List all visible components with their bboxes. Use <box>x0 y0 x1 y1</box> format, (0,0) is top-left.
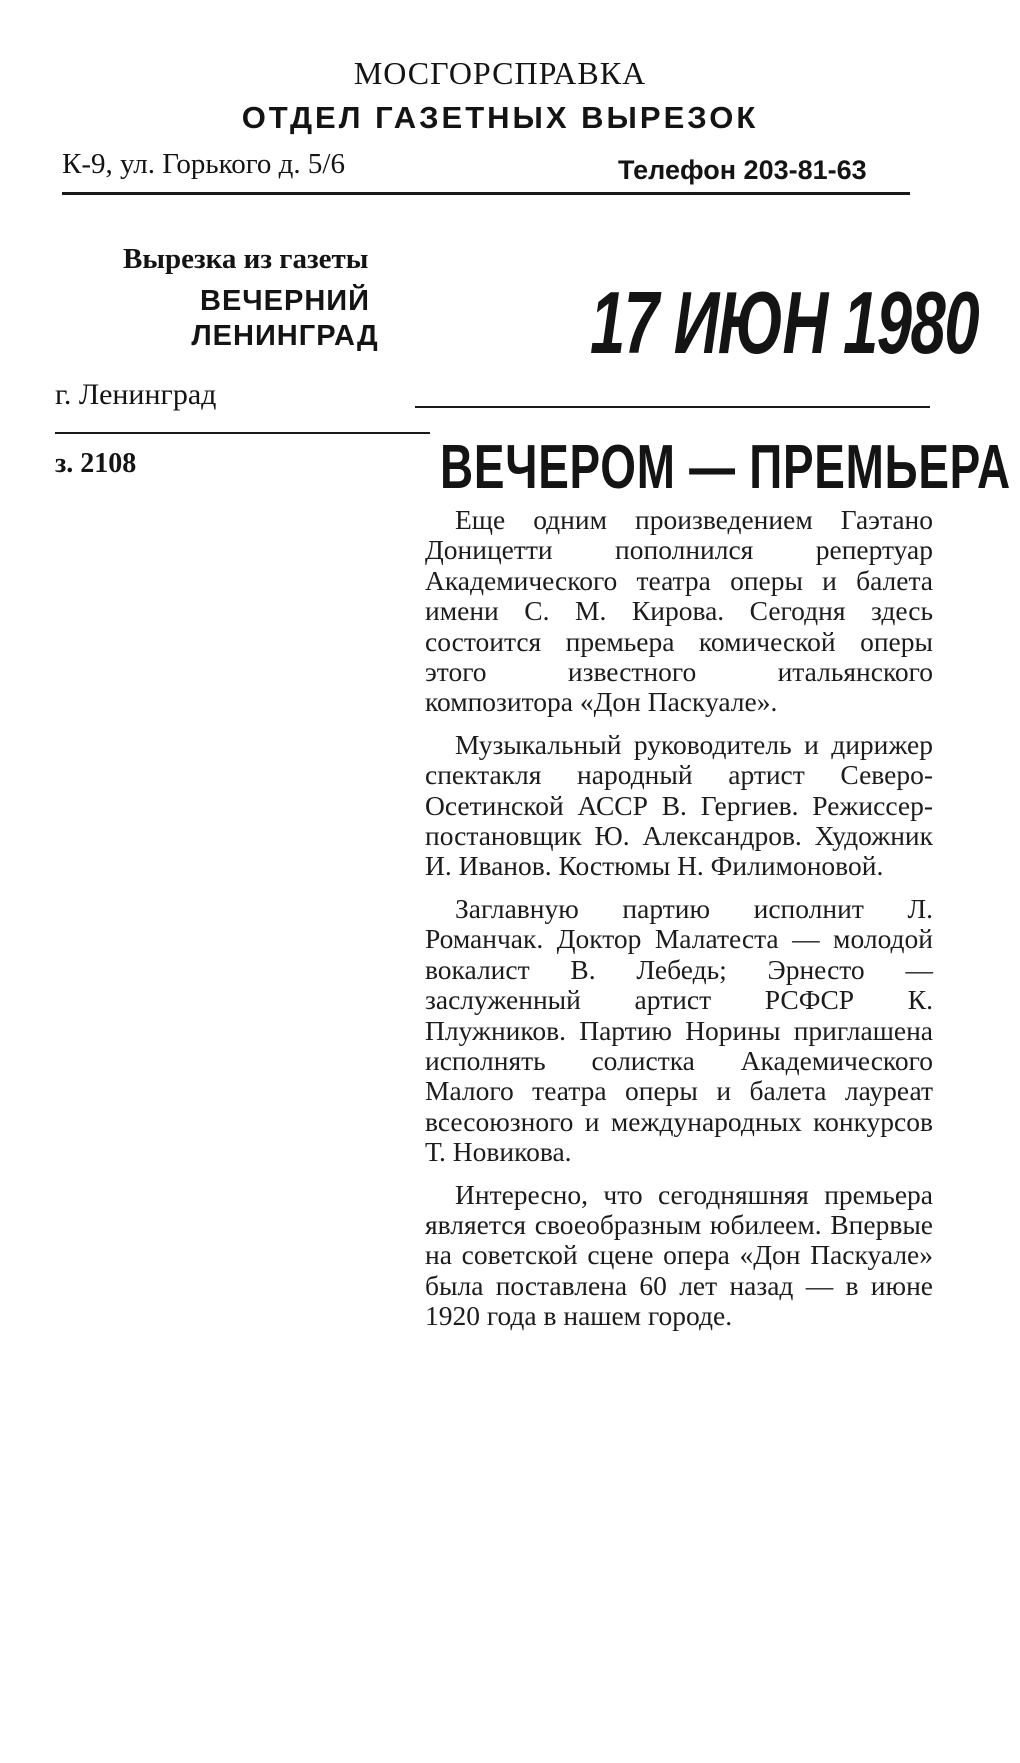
newspaper-name-line1: ВЕЧЕРНИЙ <box>200 285 370 317</box>
left-divider <box>55 432 430 434</box>
article-paragraph: Интересно, что сегодняшняя премьера является своеобразным юбилеем. Впервые на советской сцене опера «Дон Паскуале» была поставлена 60 лет назад — в июне 1920 года в нашем городе. <box>425 1178 933 1332</box>
department-name: ОТДЕЛ ГАЗЕТНЫХ ВЫРЕЗОК <box>241 100 759 135</box>
article-paragraph: Еще одним произведением Гаэтано Доницетти пополнился репертуар Академического театра оперы и балета имени С. М. Кирова. Сегодня здесь состоится премьера комической оперы этого известного итальянского композитора «Дон Паскуале». <box>425 504 933 718</box>
date-stamp: 17 ИЮН 1980 <box>590 273 979 372</box>
article-body <box>425 505 933 1344</box>
article-headline: ВЕЧЕРОМ — ПРЕМЬЕРА <box>440 433 1011 502</box>
right-divider <box>415 406 930 408</box>
phone-number: Телефон 203-81-63 <box>618 155 867 185</box>
source-label: Вырезка из газеты <box>123 243 369 275</box>
header-divider <box>62 192 910 195</box>
article-paragraph: Заглавную партию исполнит Л. Романчак. Доктор Малатеста — молодой вокалист В. Лебедь; Эрнесто — заслуженный артист РСФСР К. Плужников. Партию Норины приглашена исполнять солистка Академического Малого театра оперы и балета лауреат всесоюзного и международных конкурсов Т. Новикова. <box>425 892 933 1168</box>
order-number: з. 2108 <box>55 448 137 479</box>
address: К-9, ул. Горького д. 5/6 <box>62 148 345 180</box>
article-paragraph: Музыкальный руководитель и дирижер спектакля народный артист Северо-Осетинской АССР В. Гергиев. Режиссер-постановщик Ю. Александров. Художник И. Иванов. Костюмы Н. Филимоновой. <box>425 728 933 882</box>
newspaper-name-line2: ЛЕНИНГРАД <box>191 320 379 352</box>
city: г. Ленинград <box>55 378 217 411</box>
organization-name: МОСГОРСПРАВКА <box>353 55 647 91</box>
